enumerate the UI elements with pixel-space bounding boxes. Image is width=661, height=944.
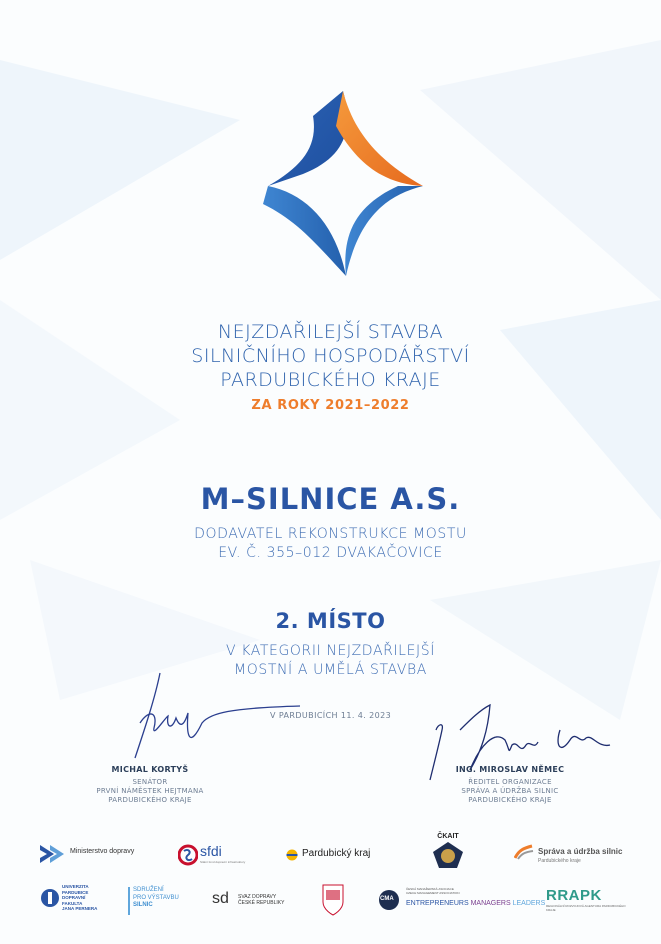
sfdi-s-icon — [178, 843, 198, 867]
susp-name: Správa a údržba silnic — [538, 847, 623, 856]
signatory-right — [440, 765, 580, 805]
sdcr-text — [238, 894, 284, 906]
sfdi-name: sfdi — [200, 843, 222, 859]
signatory-left — [90, 765, 210, 805]
winner-description-line-2: EV. Č. 355–012 DVAKAČOVICE — [218, 545, 443, 561]
signatory-right-role — [440, 778, 580, 805]
signature-left — [110, 668, 310, 768]
place-category — [0, 642, 661, 680]
cma-tag-2: MANAGERS — [470, 900, 511, 907]
cma-mark: CMA — [380, 896, 394, 902]
ministry-chevron-icon — [40, 843, 68, 865]
rrapk-name: RRAPK — [546, 887, 602, 904]
ckait-name: ČKAIT — [437, 833, 459, 840]
ckait-seal-icon — [431, 840, 465, 870]
place-date: V PARDUBICÍCH 11. 4. 2023 — [270, 711, 392, 720]
signatory-right-name: ING. MIROSLAV NĚMEC — [455, 765, 565, 774]
signatory-left-role-line-2: PRVNÍ NÁMĚSTEK HEJTMANA — [96, 787, 204, 795]
region-name: Pardubický kraj — [302, 848, 371, 859]
winner-description-line-1: DODAVATEL REKONSTRUKCE MOSTU — [194, 526, 467, 542]
logo-sdcr — [212, 892, 302, 914]
award-years: ZA ROKY 2021–2022 — [251, 398, 410, 413]
logo-upce — [40, 884, 120, 916]
signatory-left-name: MICHAL KORTYŠ — [111, 765, 189, 774]
upce-line-1: UNIVERZITA — [62, 884, 89, 889]
cma-tag-1: ENTREPRENEURS — [406, 900, 469, 907]
crest-emblem-icon — [318, 882, 348, 918]
region-crest-icon — [286, 849, 298, 861]
award-title-line-1: NEJZDAŘILEJŠÍ STAVBA — [217, 321, 444, 343]
signatory-left-role-line-3: PARDUBICKÉHO KRAJE — [108, 796, 192, 804]
sdcr-line-2: ČESKÉ REPUBLIKY — [238, 900, 285, 906]
place-category-line-1: V KATEGORII NEJZDAŘILEJŠÍ — [226, 643, 435, 659]
award-title — [0, 320, 661, 392]
cma-text — [406, 887, 460, 895]
logo-pardubicky-kraj — [286, 848, 396, 864]
cma-line-1: ČESKÁ MANAŽERSKÁ ASOCIACE — [406, 887, 454, 891]
sps-line-1: SDRUŽENÍ — [133, 887, 164, 893]
sps-text — [133, 887, 190, 910]
upce-emblem-icon — [40, 886, 60, 910]
upce-text — [62, 884, 97, 912]
upce-line-5: JANA PERNERA — [62, 906, 98, 911]
signatory-right-role-line-1: ŘEDITEL ORGANIZACE — [468, 778, 552, 786]
winner-company: M–SILNICE A.S. — [200, 482, 461, 516]
susp-road-icon — [514, 844, 534, 860]
winner-description — [0, 525, 661, 563]
signatory-right-role-line-3: PARDUBICKÉHO KRAJE — [468, 796, 552, 804]
signatory-left-role-line-1: SENÁTOR — [132, 778, 168, 786]
logo-ckait — [428, 833, 468, 875]
rrapk-sub: REGIONÁLNÍ ROZVOJOVÁ AGENTURA PARDUBICKÉHO KRAJE — [546, 904, 626, 912]
upce-line-4: FAKULTA — [62, 900, 83, 906]
ministry-name: Ministerstvo dopravy — [70, 848, 135, 855]
logo-cma — [378, 887, 546, 917]
award-title-line-2: SILNIČNÍHO HOSPODÁŘSTVÍ — [191, 345, 470, 367]
place-category-line-2: MOSTNÍ A UMĚLÁ STAVBA — [234, 662, 427, 678]
cma-tagline — [406, 900, 545, 907]
signatory-right-role-line-2: SPRÁVA A ÚDRŽBA SILNIC — [461, 787, 559, 795]
upce-line-3: DOPRAVNÍ — [62, 895, 86, 900]
emblem-logo — [258, 86, 428, 282]
cma-tag-3: LEADERS — [512, 900, 546, 907]
susp-sub: Pardubického kraje — [538, 858, 581, 864]
award-title-line-3: PARDUBICKÉHO KRAJE — [220, 369, 441, 391]
logo-sfdi — [178, 843, 268, 869]
sdcr-line-1: SVAZ DOPRAVY — [238, 894, 277, 900]
sps-line-3: SILNIC — [133, 902, 153, 908]
logo-ministry — [40, 843, 160, 865]
sps-line-2: PRO VÝSTAVBU — [133, 894, 179, 901]
sdcr-mark: sd — [212, 890, 229, 907]
logo-sps — [128, 887, 190, 915]
cma-line-2: CZECH MANAGEMENT ASSOCIATION — [406, 891, 460, 895]
place-title: 2. MÍSTO — [275, 609, 386, 633]
upce-line-2: PARDUBICE — [62, 889, 89, 895]
signatory-left-role — [90, 778, 210, 805]
logo-susp — [514, 844, 634, 870]
sfdi-sub: Státní fond dopravní infrastruktury — [200, 860, 246, 864]
logo-rrapk — [546, 887, 626, 915]
